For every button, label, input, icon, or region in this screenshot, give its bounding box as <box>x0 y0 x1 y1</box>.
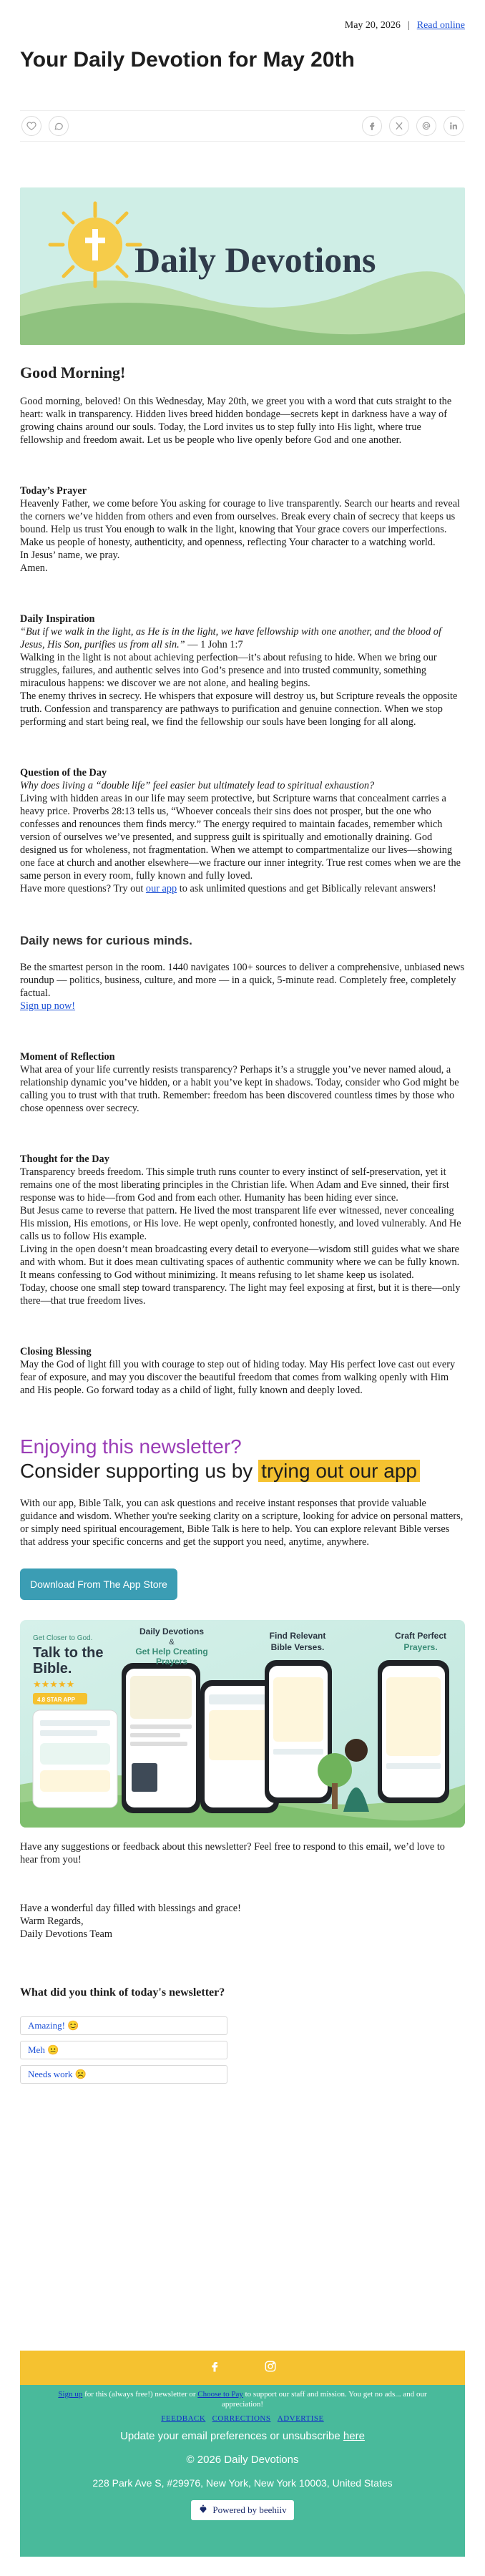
prayer-closing: In Jesus’ name, we pray. <box>20 550 120 561</box>
thought-paragraph-2: But Jesus came to reverse that pattern. He lived the most transparent life ever witnessed, never concealing His mission, His emotions, or His love. He wept openly, confronted honestly, and loved vulnerably. And He calls us to follow His example. <box>20 1205 461 1242</box>
svg-text:★★★★★: ★★★★★ <box>33 1679 75 1689</box>
x-icon[interactable] <box>389 116 409 136</box>
instagram-icon[interactable] <box>264 2360 277 2376</box>
poll-title: What did you think of today's newsletter? <box>20 1986 225 1999</box>
svg-text:Craft Perfect: Craft Perfect <box>394 1631 447 1641</box>
footer-links <box>20 2414 465 2423</box>
inspiration-section <box>20 613 465 728</box>
unsubscribe-link[interactable]: here <box>343 2429 365 2442</box>
support-heading: Consider supporting us by trying out our app <box>20 1460 465 1483</box>
poll-option-amazing[interactable]: Amazing! 😊 <box>20 2016 227 2035</box>
sun-cross-icon <box>50 203 140 286</box>
footer-social-bar <box>20 2351 465 2385</box>
blessing-body: May the God of light fill you with courage to step out of hiding today. May His perfect love cast out every fear of exposure, and may you discover the beautiful freedom that comes from walking openly with Him and His people. Go forward today as a child of light, fully known and deeply loved. <box>20 1359 456 1396</box>
facebook-icon[interactable] <box>208 2360 221 2376</box>
page-title: Your Daily Devotion for May 20th <box>20 48 355 72</box>
download-app-button[interactable]: Download From The App Store <box>20 1568 177 1600</box>
prayer-heading: Today’s Prayer <box>20 485 87 497</box>
question-answer: Living with hidden areas in our life may seem protective, but Scripture warns that concealment carries a heavy price. Proverbs 28:13 tells us, “Whoever conceals their sins does not prosper, but the one who confesses and renounces them finds mercy.” The energy required to maintain facades, remember which version of ourselves we’ve presented, and suppress guilt is spiritually and emotionally draining. God designed us for wholeness, not fragmentation. When we attempt to compartmentalize our lives—showing one face at church and another elsewhere—we fracture our inner integrity. True rest comes when we are the same person in every room, fully known and fully loved. <box>20 793 461 882</box>
corrections-link[interactable]: CORRECTIONS <box>212 2414 271 2423</box>
sponsor-body: Be the smartest person in the room. 1440 navigates 100+ sources to deliver a comprehensive, unbiased news roundup — politics, business, culture, and more — in a quick, 5-minute read. Completely free, completely factual. <box>20 962 465 999</box>
reflection-heading: Moment of Reflection <box>20 1051 115 1063</box>
thought-section <box>20 1153 465 1307</box>
beehiiv-icon <box>198 2504 208 2517</box>
svg-text:4.8 STAR APP: 4.8 STAR APP <box>37 1697 75 1703</box>
threads-icon[interactable] <box>416 116 436 136</box>
hero-banner <box>20 187 465 345</box>
enjoy-heading: Enjoying this newsletter? <box>20 1435 242 1458</box>
prayer-amen: Amen. <box>20 562 48 574</box>
inspiration-heading: Daily Inspiration <box>20 613 95 625</box>
poll-options <box>20 2016 465 2084</box>
blessing-section <box>20 1346 465 1397</box>
footer-signup-link[interactable]: Sign up <box>58 2390 83 2399</box>
poll-option-needs-work[interactable]: Needs work ☹️ <box>20 2065 227 2084</box>
svg-text:Bible.: Bible. <box>33 1661 72 1677</box>
svg-text:Prayers.: Prayers. <box>403 1642 438 1652</box>
linkedin-icon[interactable] <box>444 116 464 136</box>
signoff: Have a wonderful day filled with blessings and grace! Warm Regards, Daily Devotions Team <box>20 1903 241 1940</box>
question-more: Have more questions? Try out our app to ask unlimited questions and get Biblically relevant answers! <box>20 883 436 894</box>
blessing-heading: Closing Blessing <box>20 1346 92 1357</box>
svg-text:&: & <box>169 1638 175 1646</box>
app-description: With our app, Bible Talk, you can ask questions and receive instant responses that provide valuable guidance and wisdom. Whether you're seeking clarity on a scripture, looking for advice on personal matters, or simply need spiritual encouragement, Bible Talk is here to help. You can explore relevant Bible verses that address your specific concerns and get the support you need, anytime, anywhere. <box>20 1498 464 1548</box>
support-note: Sign up for this (always free!) newsletter or Choose to Pay to support our staff and mission. You get no ads... and our appreciation! <box>58 2390 427 2409</box>
copyright: © 2026 Daily Devotions <box>186 2453 299 2466</box>
svg-text:Get Closer to God.: Get Closer to God. <box>33 1634 93 1642</box>
heart-icon[interactable] <box>21 116 41 136</box>
comment-icon[interactable] <box>49 116 69 136</box>
top-bar <box>0 0 485 43</box>
issue-date: May 20, 2026 <box>344 20 401 31</box>
svg-text:Find Relevant: Find Relevant <box>269 1631 326 1641</box>
svg-text:Talk to the: Talk to the <box>33 1645 104 1661</box>
app-highlight: trying out our app <box>258 1460 420 1482</box>
choose-to-pay-link[interactable]: Choose to Pay <box>197 2390 243 2399</box>
thought-paragraph-3: Living in the open doesn’t mean broadcasting every detail to everyone—wisdom still guides what we share and with whom. But it does mean cultivating spaces of authentic community where we can be fully known. It means confessing to God without minimizing. It means refusing to let shame keep us isolated. <box>20 1244 460 1281</box>
sponsor-heading: Daily news for curious minds. <box>20 934 192 947</box>
svg-text:Daily Devotions: Daily Devotions <box>139 1626 205 1636</box>
feedback-note: Have any suggestions or feedback about this newsletter? Feel free to respond to this email, we’d love to hear from you! <box>20 1841 445 1865</box>
share-row <box>20 110 465 142</box>
thought-paragraph-1: Transparency breeds freedom. This simple truth runs counter to every instinct of self-preservation, yet it remains one of the most liberating principles in the Christian life. When Adam and Eve sinned, their first response was to hide—from God and from each other. Humanity has been hiding ever since. <box>20 1166 449 1204</box>
feedback-link[interactable]: FEEDBACK <box>161 2414 206 2423</box>
thought-heading: Thought for the Day <box>20 1153 109 1165</box>
svg-text:Bible Verses.: Bible Verses. <box>270 1642 325 1652</box>
our-app-link[interactable]: our app <box>145 883 177 894</box>
question-section <box>20 767 465 895</box>
read-online-link[interactable]: Read online <box>416 20 465 31</box>
question-heading: Question of the Day <box>20 767 107 779</box>
sponsor-block <box>20 934 465 1013</box>
inspiration-paragraph-1: Walking in the light is not about achieving perfection—it’s about refusing to hide. When we bring our struggles, failures, and authentic selves into God’s presence and into trusted community, something miraculous happens: we discover we are not alone, and healing begins. <box>20 652 437 689</box>
inspiration-paragraph-2: The enemy thrives in secrecy. He whispers that exposure will destroy us, but Scripture reveals the opposite truth. Confession and transparency are pathways to purification and genuine connection. When we stop performing and start being real, we find the fellowship our souls have been longing for all along. <box>20 691 458 728</box>
thought-paragraph-4: Today, choose one small step toward transparency. The light may feel exposing at first, but it is there—only there—that true freedom lives. <box>20 1282 461 1307</box>
facebook-icon[interactable] <box>362 116 382 136</box>
poll-option-meh[interactable]: Meh 😐 <box>20 2041 227 2059</box>
prayer-section <box>20 485 465 575</box>
intro-paragraph: Good morning, beloved! On this Wednesday, May 20th, we greet you with a word that cuts straight to the heart: walk in transparency. Hidden lives breed hidden bondage—secrets kept in darkness have a way of growing chains around our souls. Today, the Lord invites us to step fully into His light, where true fellowship and freedom await. Let us be people who live openly before God and one another. <box>20 396 452 446</box>
svg-text:Prayers: Prayers <box>155 1657 188 1667</box>
banner-title: Daily Devotions <box>134 240 376 280</box>
powered-by-badge[interactable]: Powered by beehiiv <box>191 2500 293 2520</box>
advertise-link[interactable]: ADVERTISE <box>277 2414 324 2423</box>
app-promo-image[interactable] <box>20 1620 465 1828</box>
footer <box>20 2385 465 2557</box>
svg-text:Get Help Creating: Get Help Creating <box>135 1646 208 1657</box>
question-text: Why does living a “double life” feel easier but ultimately lead to spiritual exhaustion? <box>20 780 375 791</box>
mailing-address: 228 Park Ave S, #29976, New York, New York 10003, United States <box>92 2477 393 2489</box>
preferences-note: Update your email preferences or unsubscribe here <box>120 2429 365 2442</box>
sponsor-signup-link[interactable]: Sign up now! <box>20 1000 76 1012</box>
greeting: Good Morning! <box>20 364 126 381</box>
prayer-body: Heavenly Father, we come before You asking for courage to live transparently. Search our hearts and reveal the corners we’ve hidden from others and even from ourselves. Break every chain of secrecy that keeps us bound. Help us trust You enough to walk in the light, knowing that Your grace covers our imperfections. Make us people of honesty, authenticity, and openness, reflecting Your character to a watching world. <box>20 498 461 548</box>
reflection-body: What area of your life currently resists transparency? Perhaps it’s a struggle you’ve never named aloud, a relationship dynamic you’ve hidden, or a habit you’ve kept in shadows. Today, consider who God might be calling you to trust with that truth. Remember: freedom has been discovered countless times by those who chose openness over secrecy. <box>20 1064 459 1114</box>
scripture-verse: “But if we walk in the light, as He is in the light, we have fellowship with one another, and the blood of Jesus, His Son, purifies us from all sin.” — 1 John 1:7 <box>20 626 441 650</box>
separator: | <box>407 20 410 31</box>
reflection-section <box>20 1051 465 1115</box>
